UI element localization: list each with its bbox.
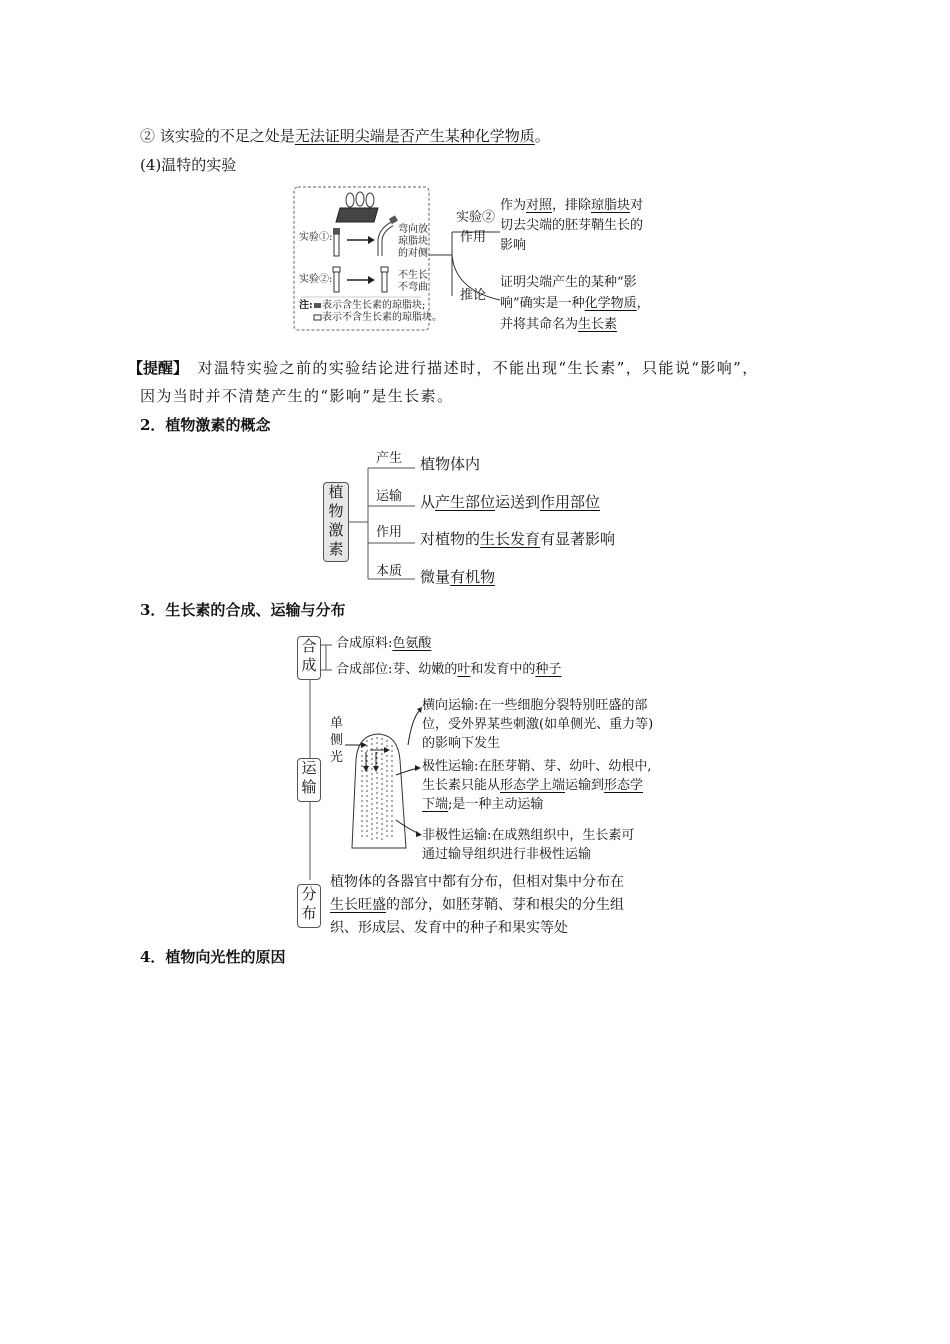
- dist-line-1: 植物体的各器官中都有分布，但相对集中分布在: [330, 874, 624, 890]
- branch-experiment2: 实验②: [456, 210, 496, 225]
- dist-line-2: 生长旺盛的部分，如胚芽鞘、芽和根尖的分生组: [330, 897, 624, 913]
- exp1-result-1: 弯向放: [398, 224, 428, 235]
- reminder-line-2: 因为当时并不清楚产生的“影响”是生长素。: [140, 387, 454, 405]
- exp1-label: 实验①:: [299, 232, 333, 243]
- heading-hormone: 2．植物激素的概念: [140, 416, 271, 434]
- note-1: 表示含生长素的琼脂块;: [322, 300, 426, 311]
- hormone-row-produce: 植物体内: [420, 455, 481, 473]
- hormone-row-nature: 微量有机物: [420, 568, 496, 586]
- hormone-center-box: 植 物 激 素: [323, 482, 349, 562]
- trans-label-box: 运 输: [297, 758, 321, 802]
- light-label-1: 单: [330, 716, 344, 731]
- hormone-row-effect: 对植物的生长发育有显著影响: [420, 530, 616, 548]
- dist-label-box: 分 布: [297, 884, 321, 928]
- heading-phototropism: 4．植物向光性的原因: [140, 948, 286, 966]
- inference-line-1: 证明尖端产生的某种“影: [500, 275, 637, 290]
- reminder-label: 【提醒】: [128, 359, 189, 377]
- branch-inference: 推论: [460, 288, 487, 303]
- effect-line-1: 作为对照，排除琼脂块对: [500, 198, 644, 213]
- note-prefix: 注:: [299, 300, 313, 311]
- synth-label-box: 合 成: [297, 636, 321, 680]
- exp2-result-2: 不弯曲: [398, 282, 428, 293]
- hormone-label-transport: 运输: [376, 489, 403, 504]
- conclusion-prefix: ② 该实验的不足之处是: [140, 127, 295, 145]
- exp1-result-3: 的对侧: [398, 248, 428, 259]
- polar-line-3: 下端;是一种主动运输: [422, 797, 544, 812]
- hormone-label-effect: 作用: [376, 525, 403, 540]
- nonpolar-line-2: 通过输导组织进行非极性运输: [422, 847, 592, 862]
- exp2-label: 实验②:: [299, 274, 333, 285]
- coleoptile-graphic: [345, 734, 406, 848]
- dist-line-3: 织、形成层、发育中的种子和果实等处: [330, 920, 568, 936]
- exp1-result-2: 琼脂块: [398, 236, 428, 247]
- nonpolar-line-1: 非极性运输:在成熟组织中，生长素可: [422, 828, 635, 843]
- inference-line-2: 响”确实是一种化学物质，: [500, 296, 650, 311]
- lateral-line-2: 位，受外界某些刺激(如单侧光、重力等): [422, 717, 654, 732]
- light-label-2: 侧: [330, 733, 344, 748]
- heading-auxin: 3．生长素的合成、运输与分布: [140, 601, 346, 619]
- exp2-result-1: 不生长: [398, 270, 428, 281]
- hormone-row-transport: 从产生部位运送到作用部位: [420, 493, 601, 511]
- polar-line-2: 生长素只能从形态学上端运输到形态学: [422, 778, 644, 793]
- conclusion-suffix: 。: [534, 127, 550, 145]
- note-2: 表示不含生长素的琼脂块。: [322, 312, 442, 323]
- effect-line-3: 影响: [500, 238, 527, 253]
- polar-line-1: 极性运输:在胚芽鞘、芽、幼叶、幼根中,: [422, 759, 652, 774]
- hormone-label-produce: 产生: [376, 451, 403, 466]
- reminder-line-1: 【提醒】 对温特实验之前的实验结论进行描述时，不能出现“生长素”，只能说“影响”，: [128, 359, 759, 377]
- lateral-line-3: 的影响下发生: [422, 736, 501, 751]
- lateral-line-1: 横向运输:在一些细胞分裂特别旺盛的部: [422, 698, 648, 713]
- synth-site: 合成部位:芽、幼嫩的叶和发育中的种子: [336, 662, 562, 677]
- branch-effect: 作用: [460, 230, 487, 245]
- hormone-label-nature: 本质: [376, 564, 403, 579]
- synth-material: 合成原料:色氨酸: [336, 636, 432, 651]
- light-label-3: 光: [330, 750, 344, 765]
- conclusion-underlined: 无法证明尖端是否产生某种化学物质: [294, 127, 535, 145]
- effect-line-2: 切去尖端的胚芽鞘生长的: [500, 218, 644, 233]
- heading-went: (4)温特的实验: [140, 156, 237, 174]
- inference-line-3: 并将其命名为生长素: [500, 317, 618, 332]
